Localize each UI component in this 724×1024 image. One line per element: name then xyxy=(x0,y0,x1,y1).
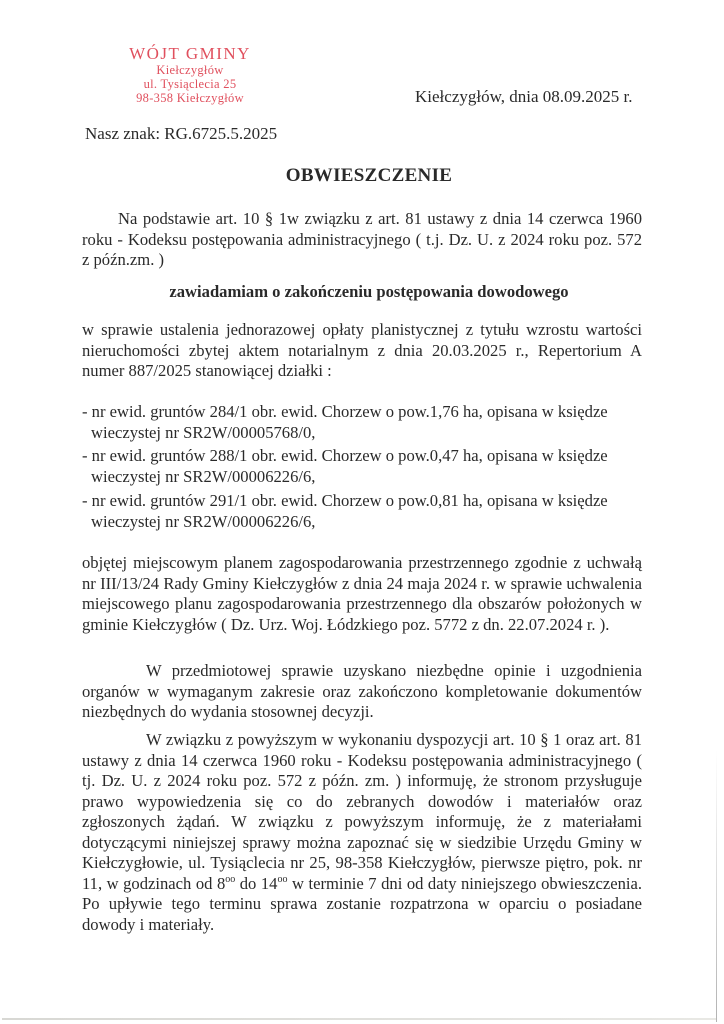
legal-basis-paragraph: Na podstawie art. 10 § 1w związku z art. 81 ustawy z dnia 14 czerwca 1960 roku - Kodeksu postępowania administracyjnego ( t.j. Dz. U. z 2024 roku poz. 572 z późn.zm. ) xyxy=(82,209,642,269)
plot-description: - nr ewid. gruntów 284/1 obr. ewid. Chorzew o pow.1,76 ha, opisana w księdze xyxy=(82,402,608,421)
final-information-paragraph xyxy=(82,730,642,935)
plot-description: - nr ewid. gruntów 291/1 obr. ewid. Chorzew o pow.0,81 ha, opisana w księdze xyxy=(82,491,608,510)
plot-item xyxy=(82,491,642,532)
announcement-heading: zawiadamiam o zakończeniu postępowania dowodowego xyxy=(169,282,569,301)
document-title: OBWIESZCZENIE xyxy=(285,165,453,186)
stamp-title: WÓJT GMINY xyxy=(129,44,251,63)
plot-land-register: wieczystej nr SR2W/00005768/0, xyxy=(91,422,316,442)
stamp-street: ul. Tysiąclecia 25 xyxy=(143,77,237,91)
scan-edge-right xyxy=(716,750,717,1022)
hours-from-superscript: oo xyxy=(225,873,236,885)
stamp-municipality: Kiełczygłów xyxy=(156,63,224,77)
scan-edge-bottom xyxy=(2,1018,716,1020)
reference-number: Nasz znak: RG.6725.5.2025 xyxy=(85,124,278,143)
final-text-part2: do 14 xyxy=(235,873,278,893)
document-date: Kiełczygłów, dnia 08.09.2025 r. xyxy=(415,87,633,106)
plot-item xyxy=(82,446,642,487)
final-text-part3: w terminie 7 dni od daty niniejszego obwieszczenia. Po upływie tego terminu sprawa zostanie rozpatrzona w oparciu o posiadane dowody i materiały. xyxy=(82,873,642,934)
office-stamp xyxy=(110,45,270,105)
zoning-plan-paragraph: objętej miejscowym planem zagospodarowania przestrzennego zgodnie z uchwałą nr III/13/24 Rady Gminy Kiełczygłów z dnia 24 maja 2024 r. w sprawie uchwalenia miejscowego planu zagospodarowania przestrzennego dla obszarów położonych w gminie Kiełczygłów ( Dz. Urz. Woj. Łódzkiego poz. 5772 z dn. 22.07.2024 r. ). xyxy=(82,553,642,634)
plot-land-register: wieczystej nr SR2W/00006226/6, xyxy=(91,466,316,486)
stamp-postal-address: 98-358 Kiełczygłów xyxy=(136,91,244,105)
plot-land-register: wieczystej nr SR2W/00006226/6, xyxy=(91,511,316,531)
plot-item xyxy=(82,402,642,443)
plot-description: - nr ewid. gruntów 288/1 obr. ewid. Chorzew o pow.0,47 ha, opisana w księdze xyxy=(82,446,608,465)
final-text-part1: W związku z powyższym w wykonaniu dyspozycji art. 10 § 1 oraz art. 81 ustawy z dnia 14 czerwca 1960 roku - Kodeksu postępowania administracyjnego ( tj. Dz. U. z 2024 roku poz. 572 z późn. zm. ) informuję, że stronom przysługuje prawo wypowiedzenia się co do zebranych dowodów i materiałów oraz zgłoszonych żądań. W związku z powyższym informuję, że z materiałami dotyczącymi niniejszej sprawy można zapoznać się w siedzibie Urzędu Gminy w Kiełczygłowie, ul. Tysiąclecia nr 25, 98-358 Kiełczygłów, pierwsze piętro, pok. nr 11, w godzinach od 8 xyxy=(82,730,642,893)
opinions-paragraph: W przedmiotowej sprawie uzyskano niezbędne opinie i uzgodnienia organów w wymaganym zakresie oraz zakończono kompletowanie dokumentów niezbędnych do wydania stosownej decyzji. xyxy=(82,661,642,721)
matter-paragraph: w sprawie ustalenia jednorazowej opłaty planistycznej z tytułu wzrostu wartości nieruchomości zbytej aktem notarialnym z dnia 20.03.2025 r., Repertorium A numer 887/2025 stanowiącej działki : xyxy=(82,320,642,380)
hours-to-superscript: oo xyxy=(277,873,288,885)
